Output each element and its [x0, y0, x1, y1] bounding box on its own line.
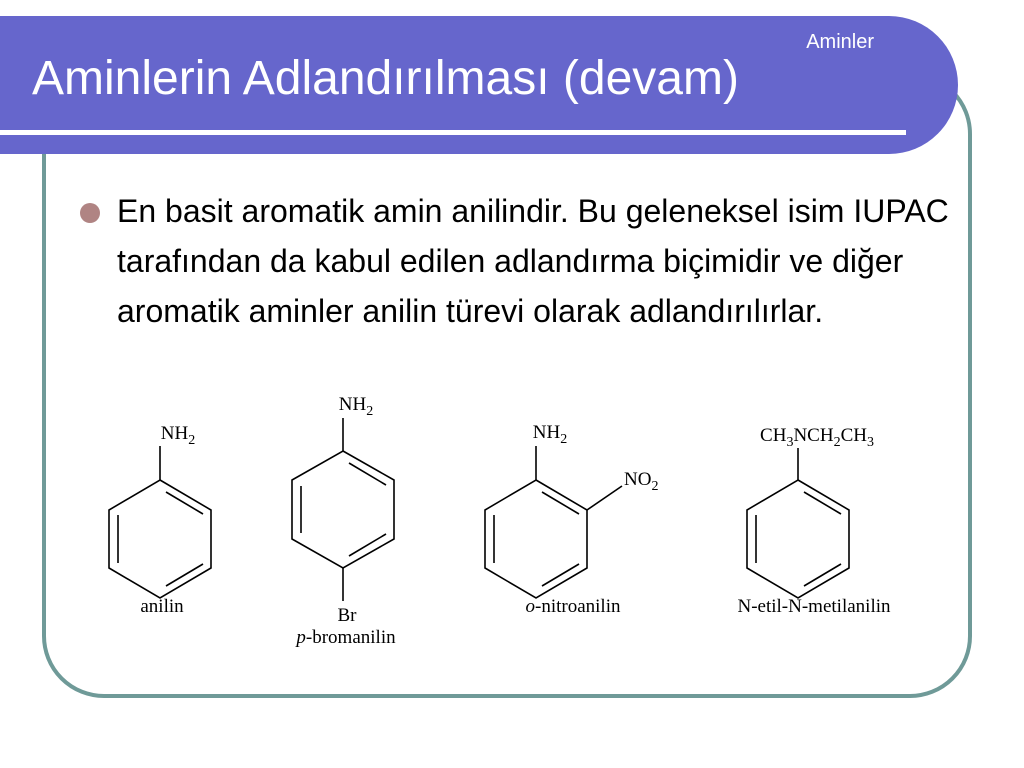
- structure-o-nitroanilin: [485, 422, 658, 617]
- amine-group-label: $NH_2$: [532, 422, 568, 447]
- slide-title: Aminlerin Adlandırılması (devam): [32, 52, 739, 105]
- structure-anilin: [109, 423, 211, 617]
- structure-n-etil-n-metilanilin: [737, 425, 891, 617]
- compound-name: N-etil-N-metilanilin: [737, 596, 891, 617]
- amine-group-label: $NH_2$: [338, 394, 374, 419]
- bromo-group-label: Br: [337, 605, 357, 626]
- benzene-ring: [109, 446, 211, 598]
- amine-group-label: $NH_2$: [160, 423, 196, 448]
- compound-name: anilin: [140, 596, 184, 617]
- section-label: Aminler: [806, 31, 874, 53]
- structure-p-bromanilin: [292, 394, 396, 648]
- amine-group-label: $CH_3NCH_2CH_3$: [760, 425, 874, 450]
- compound-name: p-bromanilin: [296, 627, 396, 648]
- benzene-ring: [747, 448, 849, 598]
- benzene-ring: [292, 418, 394, 601]
- compound-name: o-nitroanilin: [525, 596, 621, 617]
- bullet-text: En basit aromatik amin anilindir. Bu geleneksel isim IUPAC tarafından da kabul edilen adlandırma biçimidir ve diğer aromatik aminler anilin türevi olarak adlandırılırlar.: [117, 193, 949, 329]
- benzene-ring: [485, 446, 622, 598]
- nitro-group-label: $NO_2$: [624, 469, 659, 494]
